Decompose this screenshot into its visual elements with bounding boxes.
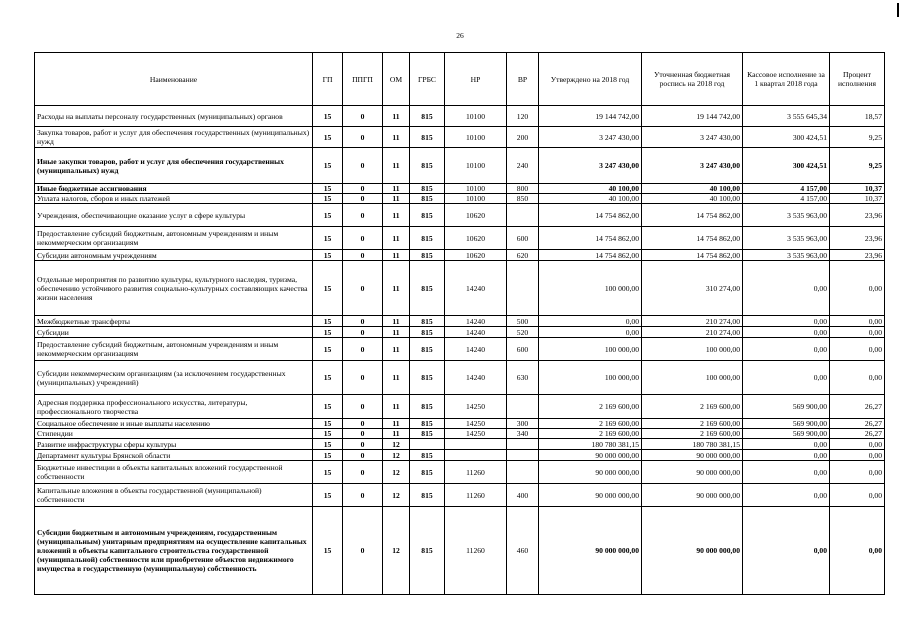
cell-om: 11 (383, 261, 410, 316)
table-row (35, 439, 885, 450)
cell-ppgp: 0 (343, 327, 383, 338)
cell-vr: 400 (507, 484, 539, 507)
cell-revised: 90 000 000,00 (642, 450, 743, 461)
table-row (35, 395, 885, 419)
cell-percent: 10,37 (830, 194, 885, 204)
cell-gp: 15 (313, 316, 343, 327)
cell-revised: 90 000 000,00 (642, 461, 743, 484)
cell-ppgp: 0 (343, 106, 383, 127)
cell-gp: 15 (313, 194, 343, 204)
cell-cash: 3 535 963,00 (743, 227, 830, 250)
cell-cash: 300 424,51 (743, 127, 830, 148)
table-row (35, 507, 885, 595)
cell-gp: 15 (313, 429, 343, 439)
cell-ppgp: 0 (343, 338, 383, 361)
cell-gp: 15 (313, 184, 343, 194)
header-nr: НР (445, 53, 507, 106)
cell-om: 11 (383, 194, 410, 204)
table-row (35, 184, 885, 194)
table-row (35, 261, 885, 316)
cell-name: Отдельные мероприятия по развитию культуры, культурного наследия, туризма, обеспечению устойчивого развития социально-культурных составляющих качества жизни населения (35, 261, 313, 316)
cell-ppgp: 0 (343, 316, 383, 327)
cell-nr: 10620 (445, 227, 507, 250)
cell-om: 12 (383, 439, 410, 450)
cell-vr (507, 461, 539, 484)
cell-grbs: 815 (410, 507, 445, 595)
cell-vr (507, 450, 539, 461)
header-grbs: ГРБС (410, 53, 445, 106)
cell-nr: 10100 (445, 184, 507, 194)
cell-approved: 90 000 000,00 (539, 461, 642, 484)
header-revised: Уточненная бюджетная роспись на 2018 год (642, 53, 743, 106)
cell-approved: 90 000 000,00 (539, 450, 642, 461)
header-vr: ВР (507, 53, 539, 106)
cell-revised: 210 274,00 (642, 316, 743, 327)
cell-cash: 300 424,51 (743, 148, 830, 184)
cell-approved: 90 000 000,00 (539, 507, 642, 595)
table-row (35, 419, 885, 429)
table-row (35, 327, 885, 338)
table-header-row (35, 53, 885, 106)
cell-percent: 23,96 (830, 250, 885, 261)
cell-om: 11 (383, 338, 410, 361)
cell-name: Закупка товаров, работ и услуг для обеспечения государственных (муниципальных) нужд (35, 127, 313, 148)
cell-om: 12 (383, 507, 410, 595)
cell-nr: 11260 (445, 507, 507, 595)
cell-vr (507, 395, 539, 419)
cell-cash: 3 535 963,00 (743, 250, 830, 261)
cell-grbs: 815 (410, 194, 445, 204)
cell-approved: 100 000,00 (539, 338, 642, 361)
page-number: 26 (456, 31, 464, 40)
cell-approved: 100 000,00 (539, 361, 642, 395)
cell-gp: 15 (313, 338, 343, 361)
cell-grbs: 815 (410, 127, 445, 148)
cell-approved: 3 247 430,00 (539, 127, 642, 148)
cell-vr: 620 (507, 250, 539, 261)
cell-percent: 0,00 (830, 450, 885, 461)
cell-grbs: 815 (410, 429, 445, 439)
cell-ppgp: 0 (343, 450, 383, 461)
cell-revised: 90 000 000,00 (642, 507, 743, 595)
cell-grbs: 815 (410, 395, 445, 419)
cell-percent: 0,00 (830, 507, 885, 595)
table-row (35, 361, 885, 395)
cell-revised: 14 754 862,00 (642, 250, 743, 261)
cell-om: 11 (383, 148, 410, 184)
cell-revised: 90 000 000,00 (642, 484, 743, 507)
cell-cash: 0,00 (743, 484, 830, 507)
cell-om: 11 (383, 227, 410, 250)
cell-grbs: 815 (410, 227, 445, 250)
cell-revised: 210 274,00 (642, 327, 743, 338)
cell-name: Субсидии (35, 327, 313, 338)
cell-percent: 0,00 (830, 327, 885, 338)
cell-ppgp: 0 (343, 395, 383, 419)
cell-approved: 19 144 742,00 (539, 106, 642, 127)
cell-cash: 0,00 (743, 361, 830, 395)
table-row (35, 194, 885, 204)
cell-gp: 15 (313, 148, 343, 184)
cell-cash: 569 900,00 (743, 395, 830, 419)
cell-grbs: 815 (410, 419, 445, 429)
cell-revised: 19 144 742,00 (642, 106, 743, 127)
cell-name: Субсидии некоммерческим организациям (за исключением государственных (муниципальных) учреждений) (35, 361, 313, 395)
cell-grbs: 815 (410, 484, 445, 507)
cell-grbs: 815 (410, 204, 445, 227)
cell-vr: 120 (507, 106, 539, 127)
cell-grbs (410, 439, 445, 450)
cell-gp: 15 (313, 461, 343, 484)
cell-vr: 340 (507, 429, 539, 439)
cell-approved: 0,00 (539, 316, 642, 327)
cell-ppgp: 0 (343, 148, 383, 184)
cell-ppgp: 0 (343, 439, 383, 450)
cell-nr: 10100 (445, 127, 507, 148)
table-row (35, 148, 885, 184)
cell-ppgp: 0 (343, 250, 383, 261)
cell-cash: 0,00 (743, 338, 830, 361)
cell-om: 11 (383, 250, 410, 261)
cell-name: Расходы на выплаты персоналу государственных (муниципальных) органов (35, 106, 313, 127)
cell-name: Иные бюджетные ассигнования (35, 184, 313, 194)
cell-cash: 3 555 645,34 (743, 106, 830, 127)
cell-ppgp: 0 (343, 429, 383, 439)
cell-ppgp: 0 (343, 204, 383, 227)
cell-nr: 14240 (445, 361, 507, 395)
cell-nr: 14240 (445, 261, 507, 316)
cell-gp: 15 (313, 484, 343, 507)
cell-ppgp: 0 (343, 361, 383, 395)
cell-approved: 14 754 862,00 (539, 250, 642, 261)
cell-nr: 14250 (445, 395, 507, 419)
cell-percent: 0,00 (830, 484, 885, 507)
cell-ppgp: 0 (343, 419, 383, 429)
cell-name: Развитие инфраструктуры сферы культуры (35, 439, 313, 450)
cell-vr: 300 (507, 419, 539, 429)
cell-gp: 15 (313, 127, 343, 148)
cell-vr: 800 (507, 184, 539, 194)
cell-percent: 9,25 (830, 148, 885, 184)
cell-om: 11 (383, 327, 410, 338)
cell-nr: 10620 (445, 204, 507, 227)
cell-percent: 23,96 (830, 227, 885, 250)
cell-grbs: 815 (410, 106, 445, 127)
cell-revised: 2 169 600,00 (642, 395, 743, 419)
cell-vr: 600 (507, 338, 539, 361)
cell-vr: 500 (507, 316, 539, 327)
cell-revised: 14 754 862,00 (642, 227, 743, 250)
cell-name: Предоставление субсидий бюджетным, автономным учреждениям и иным некоммерческим организациям (35, 338, 313, 361)
cell-om: 11 (383, 361, 410, 395)
cell-percent: 10,37 (830, 184, 885, 194)
cell-grbs: 815 (410, 148, 445, 184)
cell-approved: 2 169 600,00 (539, 395, 642, 419)
cell-gp: 15 (313, 327, 343, 338)
cell-cash: 569 900,00 (743, 429, 830, 439)
cell-approved: 14 754 862,00 (539, 204, 642, 227)
cell-percent: 0,00 (830, 338, 885, 361)
cell-revised: 3 247 430,00 (642, 148, 743, 184)
table-row (35, 450, 885, 461)
cell-gp: 15 (313, 450, 343, 461)
cell-revised: 180 780 381,15 (642, 439, 743, 450)
cell-percent: 26,27 (830, 429, 885, 439)
cell-vr (507, 439, 539, 450)
cell-cash: 0,00 (743, 461, 830, 484)
cell-revised: 2 169 600,00 (642, 429, 743, 439)
budget-execution-table (34, 52, 885, 595)
cell-percent: 18,57 (830, 106, 885, 127)
cell-revised: 2 169 600,00 (642, 419, 743, 429)
cell-gp: 15 (313, 439, 343, 450)
cell-ppgp: 0 (343, 484, 383, 507)
table-row (35, 429, 885, 439)
cell-approved: 40 100,00 (539, 184, 642, 194)
header-approved: Утверждено на 2018 год (539, 53, 642, 106)
cell-om: 11 (383, 395, 410, 419)
cell-om: 11 (383, 316, 410, 327)
cell-vr: 200 (507, 127, 539, 148)
cell-nr: 14240 (445, 338, 507, 361)
cell-revised: 100 000,00 (642, 361, 743, 395)
cell-nr: 14250 (445, 429, 507, 439)
cell-gp: 15 (313, 250, 343, 261)
cell-gp: 15 (313, 395, 343, 419)
cell-cash: 0,00 (743, 316, 830, 327)
cell-percent: 0,00 (830, 261, 885, 316)
cell-gp: 15 (313, 106, 343, 127)
cell-gp: 15 (313, 361, 343, 395)
cell-approved: 14 754 862,00 (539, 227, 642, 250)
cell-revised: 310 274,00 (642, 261, 743, 316)
cell-revised: 40 100,00 (642, 184, 743, 194)
cell-grbs: 815 (410, 184, 445, 194)
cell-name: Адресная поддержка профессионального искусства, литературы, профессионального творчества (35, 395, 313, 419)
cell-grbs: 815 (410, 461, 445, 484)
cell-revised: 40 100,00 (642, 194, 743, 204)
cell-om: 12 (383, 484, 410, 507)
cell-grbs: 815 (410, 250, 445, 261)
cell-vr: 520 (507, 327, 539, 338)
cell-grbs: 815 (410, 261, 445, 316)
cell-nr: 10620 (445, 250, 507, 261)
cell-cash: 0,00 (743, 327, 830, 338)
cell-name: Субсидии автономным учреждениям (35, 250, 313, 261)
cell-nr: 10100 (445, 194, 507, 204)
cell-approved: 0,00 (539, 327, 642, 338)
cell-name: Субсидии бюджетным и автономным учреждениям, государственным (муниципальным) унитарным предприятиям на осуществление капитальных вложений в объекты капитального строительства государственной (муниципальной) собственности или приобретение объектов недвижимого имущества в государственную (муниципальную) собственность (35, 507, 313, 595)
cell-approved: 3 247 430,00 (539, 148, 642, 184)
cell-vr: 630 (507, 361, 539, 395)
cell-percent: 26,27 (830, 395, 885, 419)
cell-percent: 26,27 (830, 419, 885, 429)
cell-gp: 15 (313, 261, 343, 316)
header-cash: Кассовое исполнение за 1 квартал 2018 года (743, 53, 830, 106)
table-row (35, 484, 885, 507)
cell-nr: 14240 (445, 327, 507, 338)
cell-cash: 569 900,00 (743, 419, 830, 429)
cell-approved: 40 100,00 (539, 194, 642, 204)
cell-approved: 2 169 600,00 (539, 419, 642, 429)
cell-vr (507, 261, 539, 316)
table-row (35, 316, 885, 327)
cell-cash: 0,00 (743, 450, 830, 461)
cell-vr: 240 (507, 148, 539, 184)
cell-gp: 15 (313, 227, 343, 250)
cell-nr: 11260 (445, 484, 507, 507)
cell-percent: 23,96 (830, 204, 885, 227)
cell-ppgp: 0 (343, 194, 383, 204)
cell-nr (445, 450, 507, 461)
cell-cash: 0,00 (743, 261, 830, 316)
page-edge-mark (897, 3, 899, 17)
cell-ppgp: 0 (343, 507, 383, 595)
table-row (35, 338, 885, 361)
cell-cash: 4 157,00 (743, 194, 830, 204)
table-row (35, 461, 885, 484)
cell-approved: 90 000 000,00 (539, 484, 642, 507)
cell-nr: 11260 (445, 461, 507, 484)
cell-om: 11 (383, 419, 410, 429)
header-name: Наименование (35, 53, 313, 106)
cell-grbs: 815 (410, 450, 445, 461)
cell-om: 12 (383, 461, 410, 484)
cell-nr: 14250 (445, 419, 507, 429)
cell-nr: 10100 (445, 148, 507, 184)
header-om: ОМ (383, 53, 410, 106)
cell-revised: 100 000,00 (642, 338, 743, 361)
cell-nr: 10100 (445, 106, 507, 127)
cell-vr: 600 (507, 227, 539, 250)
cell-grbs: 815 (410, 338, 445, 361)
cell-percent: 0,00 (830, 316, 885, 327)
cell-gp: 15 (313, 507, 343, 595)
cell-ppgp: 0 (343, 184, 383, 194)
cell-cash: 4 157,00 (743, 184, 830, 194)
table-row (35, 227, 885, 250)
table-row (35, 204, 885, 227)
cell-cash: 3 535 963,00 (743, 204, 830, 227)
cell-name: Департамент культуры Брянской области (35, 450, 313, 461)
cell-name: Предоставление субсидий бюджетным, автономным учреждениям и иным некоммерческим организациям (35, 227, 313, 250)
cell-ppgp: 0 (343, 227, 383, 250)
cell-vr: 460 (507, 507, 539, 595)
cell-om: 11 (383, 106, 410, 127)
cell-grbs: 815 (410, 361, 445, 395)
cell-percent: 0,00 (830, 361, 885, 395)
cell-ppgp: 0 (343, 461, 383, 484)
cell-vr (507, 204, 539, 227)
cell-om: 11 (383, 429, 410, 439)
cell-om: 12 (383, 450, 410, 461)
cell-name: Учреждения, обеспечивающие оказание услуг в сфере культуры (35, 204, 313, 227)
cell-revised: 3 247 430,00 (642, 127, 743, 148)
header-percent: Процент исполнения (830, 53, 885, 106)
header-gp: ГП (313, 53, 343, 106)
cell-name: Стипендии (35, 429, 313, 439)
cell-nr: 14240 (445, 316, 507, 327)
table-row (35, 250, 885, 261)
cell-om: 11 (383, 204, 410, 227)
cell-revised: 14 754 862,00 (642, 204, 743, 227)
cell-nr (445, 439, 507, 450)
cell-gp: 15 (313, 419, 343, 429)
cell-approved: 2 169 600,00 (539, 429, 642, 439)
header-ppgp: ППГП (343, 53, 383, 106)
cell-ppgp: 0 (343, 127, 383, 148)
cell-approved: 100 000,00 (539, 261, 642, 316)
cell-ppgp: 0 (343, 261, 383, 316)
cell-approved: 180 780 381,15 (539, 439, 642, 450)
cell-name: Уплата налогов, сборов и иных платежей (35, 194, 313, 204)
cell-percent: 0,00 (830, 461, 885, 484)
cell-name: Бюджетные инвестиции в объекты капитальных вложений государственной собственности (35, 461, 313, 484)
cell-vr: 850 (507, 194, 539, 204)
table-body (35, 106, 885, 595)
cell-cash: 0,00 (743, 439, 830, 450)
cell-name: Социальное обеспечение и иные выплаты населению (35, 419, 313, 429)
cell-percent: 0,00 (830, 439, 885, 450)
cell-grbs: 815 (410, 316, 445, 327)
cell-name: Капитальные вложения в объекты государственной (муниципальной) собственности (35, 484, 313, 507)
cell-om: 11 (383, 184, 410, 194)
cell-cash: 0,00 (743, 507, 830, 595)
cell-percent: 9,25 (830, 127, 885, 148)
table-row (35, 106, 885, 127)
cell-name: Межбюджетные трансферты (35, 316, 313, 327)
cell-grbs: 815 (410, 327, 445, 338)
cell-om: 11 (383, 127, 410, 148)
table-row (35, 127, 885, 148)
cell-name: Иные закупки товаров, работ и услуг для обеспечения государственных (муниципальных) нужд (35, 148, 313, 184)
cell-gp: 15 (313, 204, 343, 227)
